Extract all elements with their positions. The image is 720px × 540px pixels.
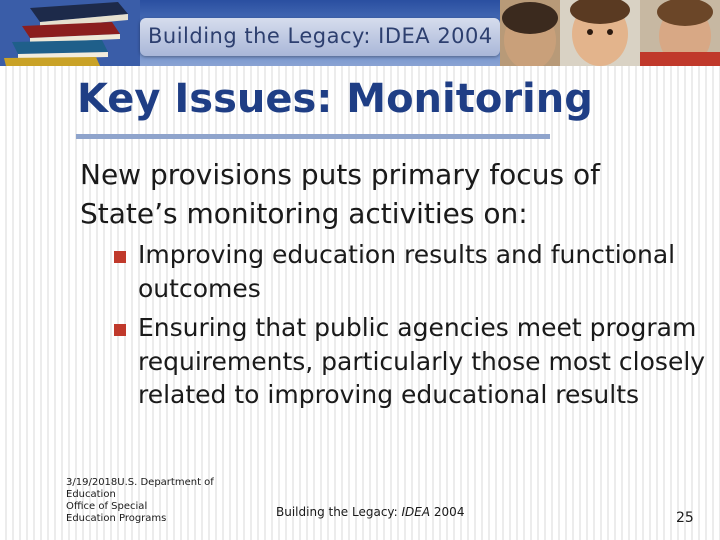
banner-title: Building the Legacy: IDEA 2004 (148, 24, 493, 48)
bullet-list (112, 238, 712, 412)
list-item (112, 311, 712, 412)
footer-line: 3/19/2018U.S. Department of (66, 477, 214, 488)
children-photo (500, 0, 720, 66)
list-item (112, 238, 712, 305)
footer-line: Education Programs (66, 513, 167, 524)
footer-title-italic: IDEA (401, 505, 431, 519)
footer-line: Education (66, 489, 116, 500)
bullet-square-icon (114, 251, 126, 263)
header-banner (0, 0, 720, 66)
footer-title (276, 505, 464, 519)
bullet-text: Ensuring that public agencies meet program requirements, particularly those most closely related to improving educational results (138, 313, 706, 409)
footer-title-prefix: Building the Legacy: (276, 505, 402, 519)
footer-line: Office of Special (66, 501, 148, 512)
bullet-text: Improving education results and functional outcomes (138, 240, 676, 303)
intro-text: New provisions puts primary focus of State’s monitoring activities on: (80, 158, 600, 230)
books-image (0, 0, 140, 66)
footer-title-suffix: 2004 (430, 505, 465, 519)
footer-date-department (66, 477, 236, 525)
slide-title: Key Issues: Monitoring (77, 76, 593, 122)
title-underline (76, 134, 550, 139)
bullet-square-icon (114, 324, 126, 336)
banner-title-box (140, 18, 500, 56)
slide-number: 25 (676, 510, 694, 526)
